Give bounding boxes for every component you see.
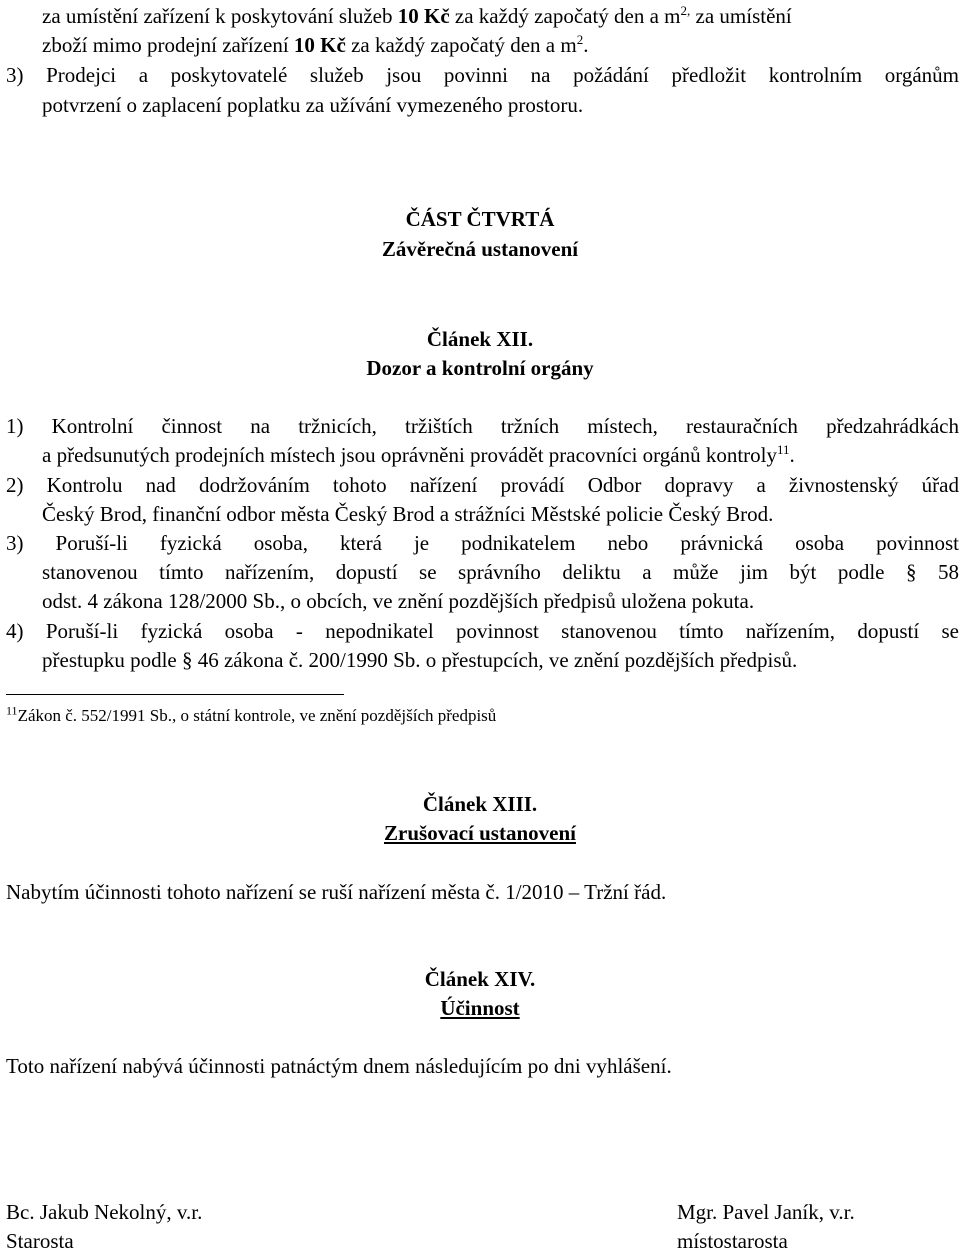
article-12-paragraph-2-line-1: 2) Kontrolu nad dodržováním tohoto nařízení provádí Odbor dopravy a živnostenský úřad — [6, 473, 959, 497]
article-12-title: Dozor a kontrolní orgány — [366, 356, 594, 380]
signature-left-name: Bc. Jakub Nekolný, v.r. — [6, 1200, 203, 1224]
intro-item-3-line-2: potvrzení o zaplacení poplatku za užívání vymezeného prostoru. — [42, 93, 584, 117]
signature-right-name: Mgr. Pavel Janík, v.r. — [677, 1200, 855, 1224]
article-12-paragraph-1-line-1: 1) Kontrolní činnost na tržnicích, tržištích tržních místech, restauračních předzahrádkách — [6, 414, 959, 438]
article-14-number: Článek XIV. — [424, 967, 536, 991]
article-13-text: Nabytím účinnosti tohoto nařízení se ruší nařízení města č. 1/2010 – Tržní řád. — [6, 880, 667, 904]
article-13-number: Článek XIII. — [422, 792, 538, 816]
article-12-number: Článek XII. — [426, 327, 534, 351]
footnote — [6, 704, 496, 728]
intro-item-3-line-1: 3) Prodejci a poskytovatelé služeb jsou povinni na požádání předložit kontrolním orgánům — [6, 63, 959, 87]
signature-right-role: místostarosta — [677, 1229, 788, 1253]
article-12-paragraph-3-line-3: odst. 4 zákona 128/2000 Sb., o obcích, ve znění pozdějších předpisů uložena pokuta. — [42, 589, 755, 613]
footnote-reference: 11 — [777, 442, 790, 457]
article-13-title: Zrušovací ustanovení — [384, 821, 576, 845]
article-14-title: Účinnost — [440, 996, 520, 1020]
article-12-paragraph-3-line-1: 3) Poruší-li fyzická osoba, která je podnikatelem nebo právnická osoba povinnost — [6, 531, 959, 555]
article-12-paragraph-2-line-2: Český Brod, finanční odbor města Český Brod a strážníci Městské policie Český Brod. — [42, 502, 774, 526]
article-12-paragraph-4-line-1: 4) Poruší-li fyzická osoba - nepodnikatel povinnost stanovenou tímto nařízením, dopustí se — [6, 619, 959, 643]
article-12-paragraph-1-line-2: a předsunutých prodejních místech jsou oprávněni provádět pracovníci orgánů kontroly$^{11}$. — [42, 442, 795, 467]
footnote-separator — [6, 694, 344, 695]
article-14-text: Toto nařízení nabývá účinnosti patnáctým dnem následujícím po dni vyhlášení. — [6, 1054, 672, 1078]
article-12-paragraph-4-line-2: přestupku podle § 46 zákona č. 200/1990 Sb. o přestupcích, ve znění pozdějších předpisů. — [42, 648, 798, 672]
part-subheading: Závěrečná ustanovení — [381, 237, 579, 261]
footnote-text: Zákon č. 552/1991 Sb., o státní kontrole, ve znění pozdějších předpisů — [17, 706, 497, 725]
part-heading: ČÁST ČTVRTÁ — [405, 207, 555, 231]
article-12-paragraph-3-line-2: stanovenou tímto nařízením, dopustí se správního deliktu a může jim být podle § 58 — [42, 560, 959, 584]
footnote-mark: 11 — [6, 703, 18, 718]
intro-line-2: zboží mimo prodejní zařízení 10 Kč za každý započatý den a $m^2$. — [42, 32, 589, 57]
signature-left-role: Starosta — [6, 1229, 74, 1253]
intro-line-1: za umístění zařízení k poskytování služeb 10 Kč za každý započatý den a $m^{2,}$ za umístění — [42, 3, 792, 28]
